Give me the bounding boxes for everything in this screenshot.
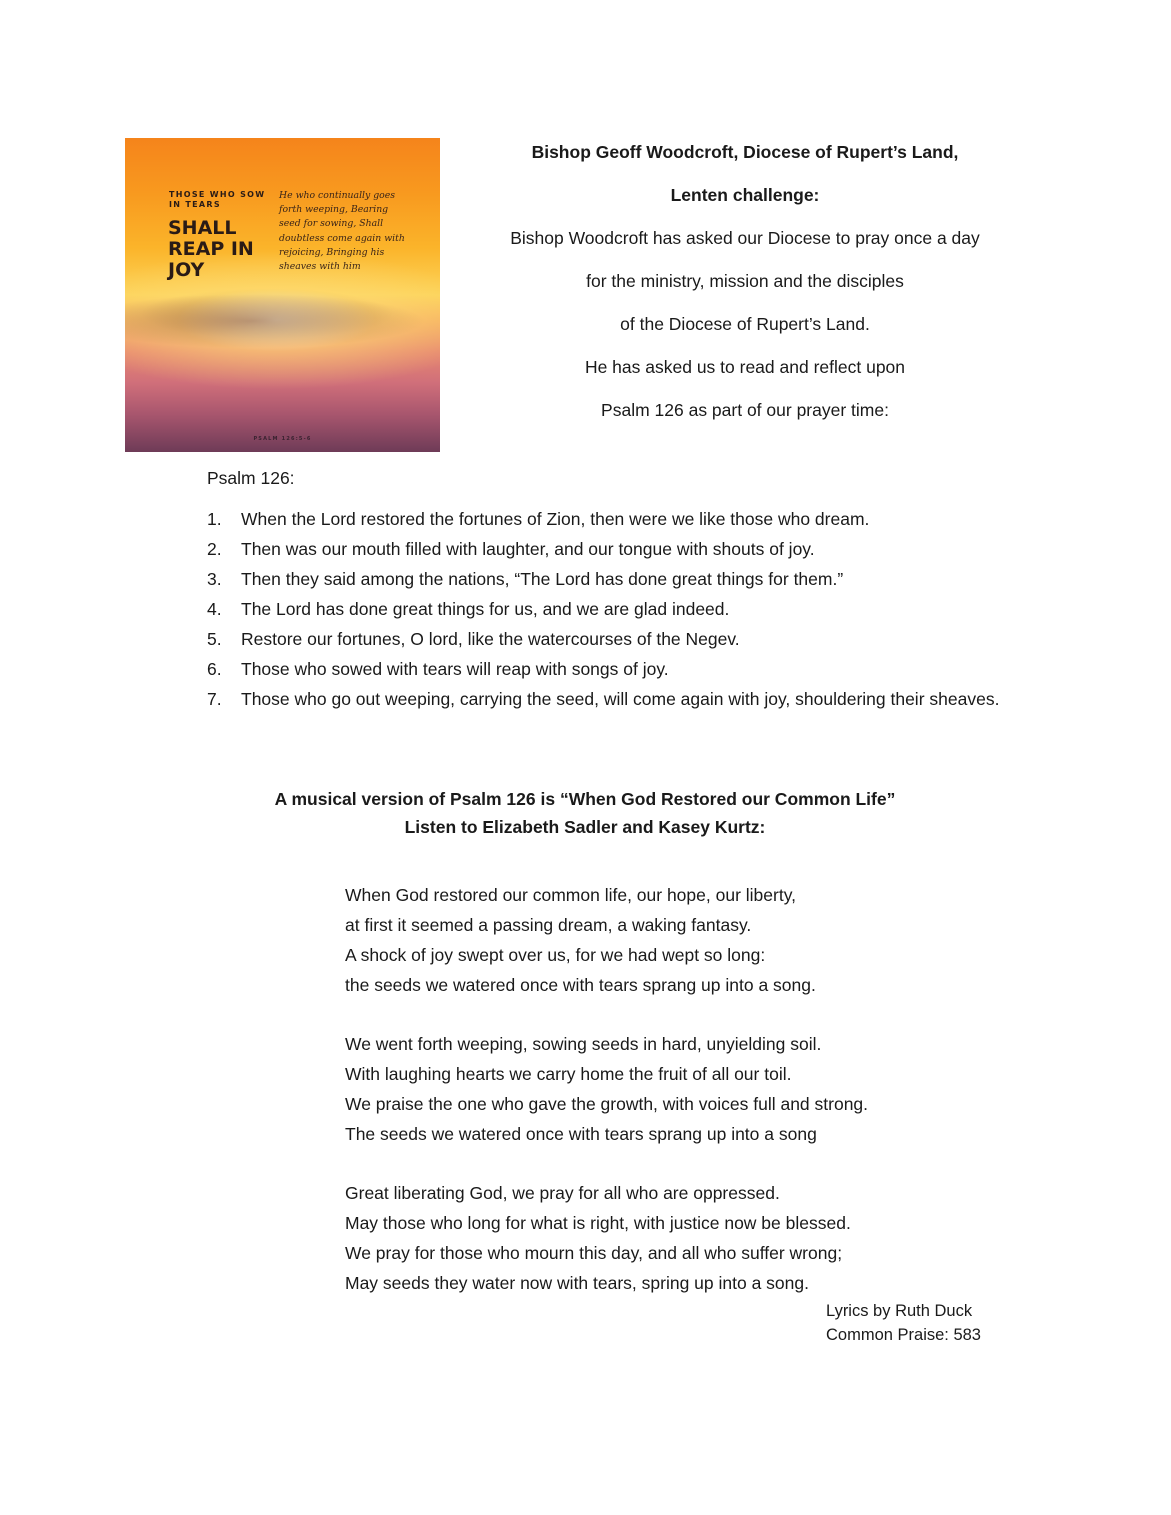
lyric-line: May those who long for what is right, with justice now be blessed.: [345, 1213, 851, 1233]
poster-headline: SHALL REAP IN JOY: [168, 217, 254, 281]
hymn-lyrics: [345, 880, 995, 1327]
lyric-line: May seeds they water now with tears, spring up into a song.: [345, 1273, 809, 1293]
challenge-text-line: of the Diocese of Rupert’s Land.: [620, 314, 870, 334]
lyric-line: When God restored our common life, our hope, our liberty,: [345, 885, 797, 905]
psalm-verse: [207, 657, 1017, 682]
verse-text: Those who go out weeping, carrying the seed, will come again with joy, shouldering their sheaves.: [241, 689, 1000, 709]
poster-verse: He who continually goes forth weeping, Bearing seed for sowing, Shall doubtless come again with rejoicing, Bringing his sheaves with him: [279, 190, 405, 273]
poster-reference: PSALM 126:5-6: [253, 436, 312, 442]
verse-number: 7.: [207, 689, 222, 709]
challenge-text-line: He has asked us to read and reflect upon: [584, 357, 906, 377]
lyrics-credit: Lyrics by Ruth Duck: [826, 1302, 973, 1320]
psalm-verse: [207, 627, 1017, 652]
challenge-text-line: Psalm 126 as part of our prayer time:: [601, 400, 889, 420]
lyric-line: The seeds we watered once with tears sprang up into a song: [345, 1124, 817, 1144]
psalm-poster-image: [125, 138, 440, 452]
hymn-stanza: [345, 1178, 995, 1298]
verse-text: Then they said among the nations, “The Lord has done great things for them.”: [241, 569, 844, 589]
verse-number: 4.: [207, 599, 222, 619]
lyric-line: We praise the one who gave the growth, with voices full and strong.: [345, 1094, 869, 1114]
psalm-verse: [207, 597, 1017, 622]
psalm-verse: [207, 537, 1017, 562]
lyric-line: With laughing hearts we carry home the fruit of all our toil.: [345, 1064, 792, 1084]
challenge-text-line: for the ministry, mission and the disciples: [586, 271, 904, 291]
lyric-line: Great liberating God, we pray for all who are oppressed.: [345, 1183, 780, 1203]
musical-version-heading: [200, 785, 970, 841]
verse-text: Those who sowed with tears will reap with songs of joy.: [241, 659, 669, 679]
hymn-credits: [826, 1299, 981, 1347]
hymnal-reference: Common Praise: 583: [826, 1326, 981, 1344]
poster-mist: [125, 288, 440, 348]
hymn-stanza: [345, 880, 995, 1000]
challenge-title: Lenten challenge:: [670, 185, 820, 205]
lyric-line: at first it seemed a passing dream, a waking fantasy.: [345, 915, 752, 935]
verse-text: When the Lord restored the fortunes of Zion, then were we like those who dream.: [241, 509, 870, 529]
listen-performers-line: Listen to Elizabeth Sadler and Kasey Kurtz:: [404, 817, 766, 837]
verse-number: 1.: [207, 509, 222, 529]
hymn-stanza: [345, 1029, 995, 1149]
lenten-challenge-header: [470, 139, 1020, 440]
psalm-verse: [207, 507, 1017, 532]
verse-text: Then was our mouth filled with laughter, and our tongue with shouts of joy.: [241, 539, 815, 559]
verse-number: 2.: [207, 539, 222, 559]
verse-number: 3.: [207, 569, 222, 589]
poster-kicker: THOSE WHO SOW IN TEARS: [169, 190, 266, 209]
lyric-line: the seeds we watered once with tears sprang up into a song.: [345, 975, 816, 995]
verse-text: The Lord has done great things for us, and we are glad indeed.: [241, 599, 730, 619]
verse-text: Restore our fortunes, O lord, like the watercourses of the Negev.: [241, 629, 740, 649]
psalm-heading: Psalm 126:: [207, 468, 295, 488]
verse-number: 5.: [207, 629, 222, 649]
lyric-line: We pray for those who mourn this day, and all who suffer wrong;: [345, 1243, 843, 1263]
musical-version-title: A musical version of Psalm 126 is “When God Restored our Common Life”: [274, 789, 896, 809]
challenge-text-line: Bishop Woodcroft has asked our Diocese to pray once a day: [510, 228, 980, 248]
psalm-verse: [207, 567, 1017, 592]
lyric-line: A shock of joy swept over us, for we had wept so long:: [345, 945, 766, 965]
psalm-verse: [207, 687, 1017, 712]
verse-number: 6.: [207, 659, 222, 679]
lyric-line: We went forth weeping, sowing seeds in hard, unyielding soil.: [345, 1034, 822, 1054]
bishop-title: Bishop Geoff Woodcroft, Diocese of Rupert’s Land,: [531, 142, 959, 162]
psalm-verse-list: [207, 507, 1017, 717]
